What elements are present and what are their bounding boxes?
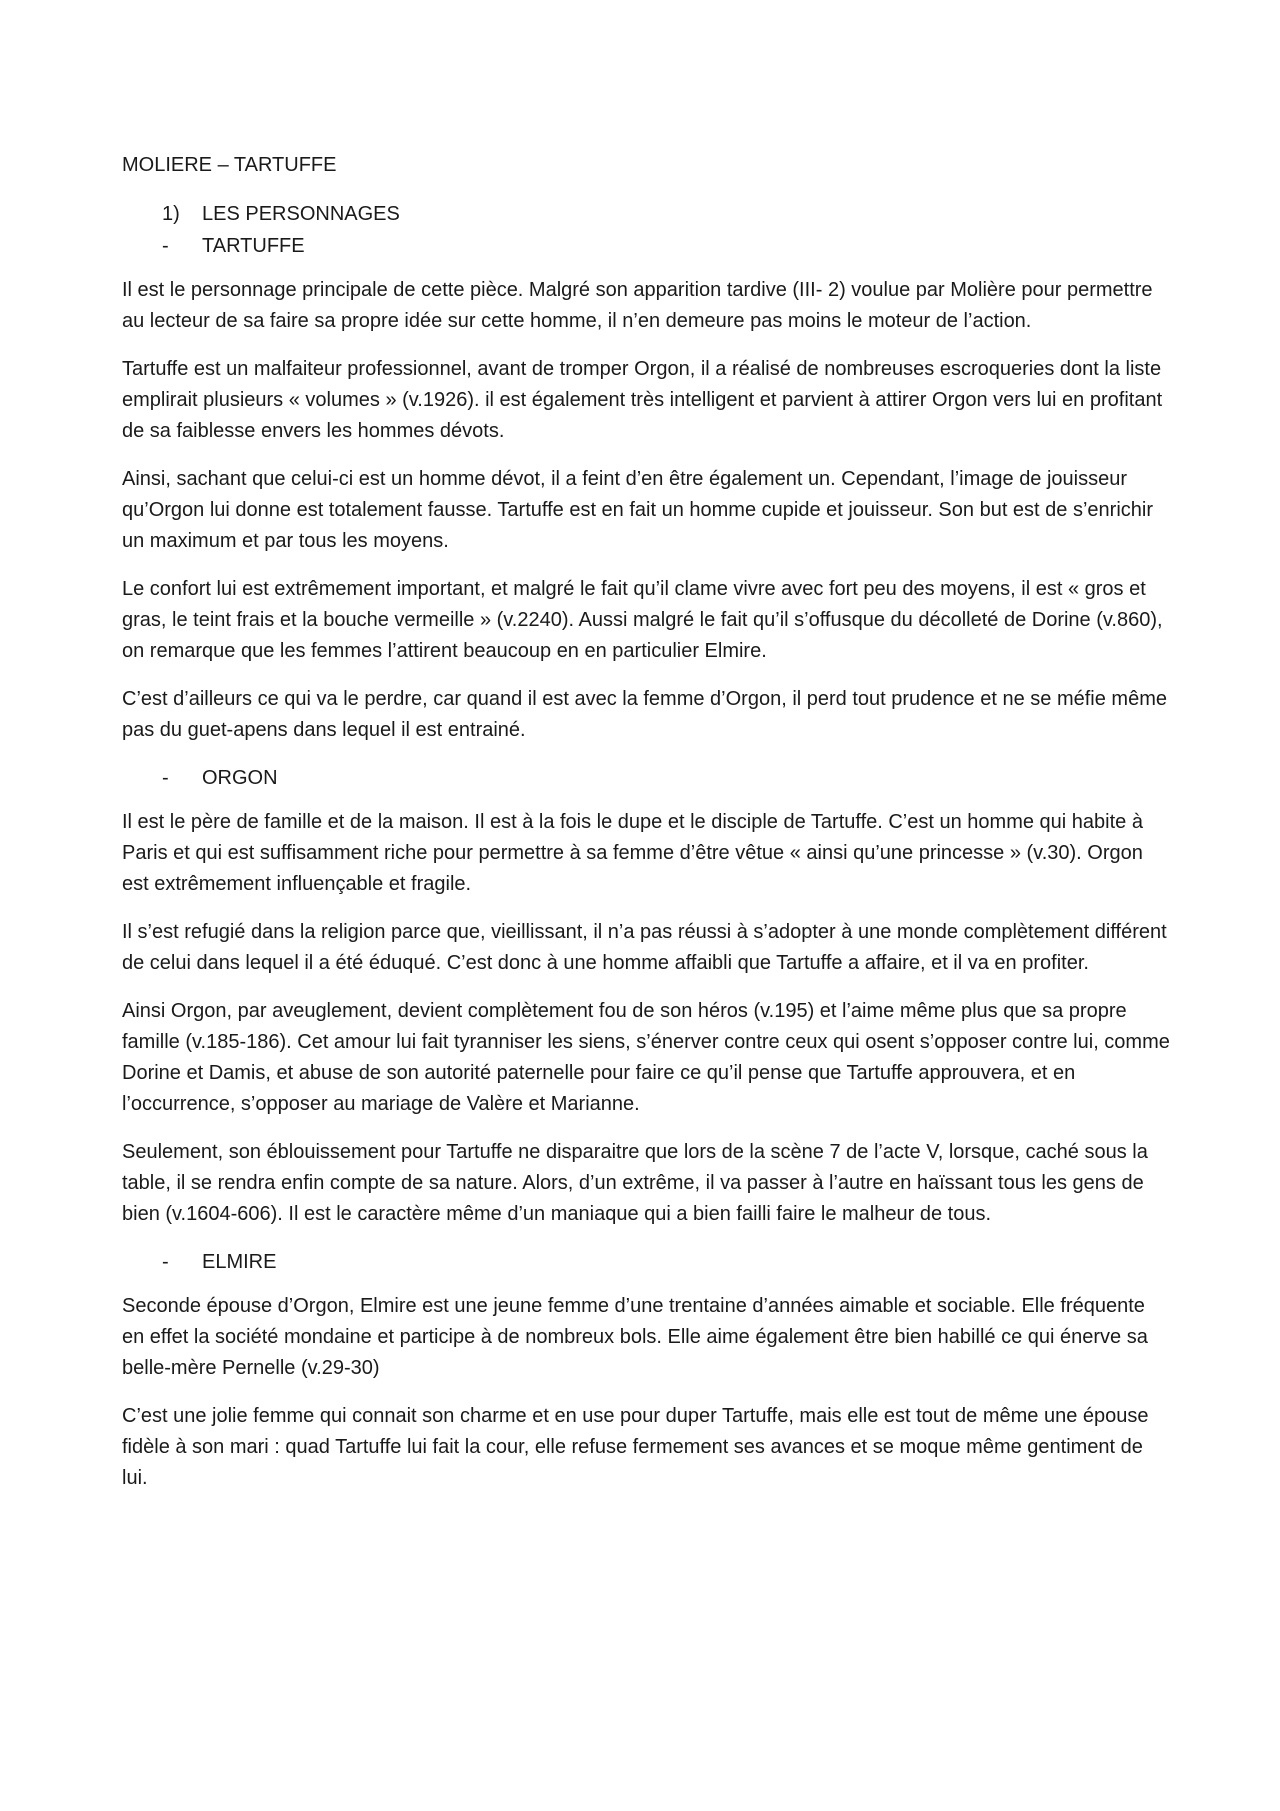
paragraph: C’est d’ailleurs ce qui va le perdre, car quand il est avec la femme d’Orgon, il perd tout prudence et ne se méfie même pas du guet-apens dans lequel il est entrainé. bbox=[122, 688, 1167, 741]
paragraph: Il est le personnage principale de cette pièce. Malgré son apparition tardive (III- 2) voulue par Molière pour permettre au lecteur de sa faire sa propre idée sur cette homme, il n’en demeure pas moins le moteur de l’action. bbox=[122, 279, 1153, 332]
character-name: TARTUFFE bbox=[202, 235, 305, 257]
paragraph: Ainsi, sachant que celui-ci est un homme dévot, il a feint d’en être également un. Cependant, l’image de jouisseur qu’Orgon lui donne est totalement fausse. Tartuffe est en fait un homme cupide et jouisseur. Son but est de s’enrichir un maximum et par tous les moyens. bbox=[122, 468, 1153, 552]
paragraph: Le confort lui est extrêmement important, et malgré le fait qu’il clame vivre avec fort peu des moyens, il est « gros et gras, le teint frais et la bouche vermeille » (v.2240). Aussi malgré le fait qu’il s’offusque du décolleté de Dorine (v.860), on remarque que les femmes l’attirent beaucoup en en particulier Elmire. bbox=[122, 578, 1163, 662]
paragraph: Il est le père de famille et de la maison. Il est à la fois le dupe et le disciple de Tartuffe. C’est un homme qui habite à Paris et qui est suffisamment riche pour permettre à sa femme d’être vêtue « ainsi qu’une princesse » (v.30). Orgon est extrêmement influençable et fragile. bbox=[122, 811, 1143, 895]
section-number: 1) bbox=[162, 203, 180, 225]
paragraph: Ainsi Orgon, par aveuglement, devient complètement fou de son héros (v.195) et l’aime même plus que sa propre famille (v.185-186). Cet amour lui fait tyranniser les siens, s’énerver contre ceux qui osent s’opposer contre lui, comme Dorine et Damis, et abuse de son autorité paternelle pour faire ce qu’il pense que Tartuffe approuvera, et en l’occurrence, s’opposer au mariage de Valère et Marianne. bbox=[122, 1000, 1170, 1115]
dash-bullet: - bbox=[162, 235, 169, 257]
section-heading bbox=[122, 199, 1172, 231]
character-heading-orgon bbox=[122, 763, 1172, 795]
paragraph: Seulement, son éblouissement pour Tartuffe ne disparaitre que lors de la scène 7 de l’acte V, lorsque, caché sous la table, il se rendra enfin compte de sa nature. Alors, d’un extrême, il va passer à l’autre en haïssant tous les gens de bien (v.1604-606). Il est le caractère même d’un maniaque qui a bien failli faire le malheur de tous. bbox=[122, 1141, 1148, 1225]
paragraph: Seconde épouse d’Orgon, Elmire est une jeune femme d’une trentaine d’années aimable et sociable. Elle fréquente en effet la société mondaine et participe à de nombreux bols. Elle aime également être bien habillé ce qui énerve sa belle-mère Pernelle (v.29-30) bbox=[122, 1295, 1148, 1379]
dash-bullet: - bbox=[162, 1251, 169, 1273]
paragraph: Il s’est refugié dans la religion parce que, vieillissant, il n’a pas réussi à s’adopter à une monde complètement différent de celui dans lequel il a été éduqué. C’est donc à une homme affaibli que Tartuffe a affaire, et il va en profiter. bbox=[122, 921, 1167, 974]
character-heading-tartuffe bbox=[122, 231, 1172, 263]
dash-bullet: - bbox=[162, 767, 169, 789]
section-label: LES PERSONNAGES bbox=[202, 203, 400, 225]
character-heading-elmire bbox=[122, 1247, 1172, 1279]
document-title: MOLIERE – TARTUFFE bbox=[122, 154, 337, 176]
character-name: ORGON bbox=[202, 767, 278, 789]
paragraph: C’est une jolie femme qui connait son charme et en use pour duper Tartuffe, mais elle est tout de même une épouse fidèle à son mari : quad Tartuffe lui fait la cour, elle refuse fermement ses avances et se moque même gentiment de lui. bbox=[122, 1405, 1149, 1489]
paragraph: Tartuffe est un malfaiteur professionnel, avant de tromper Orgon, il a réalisé de nombreuses escroqueries dont la liste emplirait plusieurs « volumes » (v.1926). il est également très intelligent et parvient à attirer Orgon vers lui en profitant de sa faiblesse envers les hommes dévots. bbox=[122, 358, 1163, 442]
document-page bbox=[122, 150, 1172, 1511]
character-name: ELMIRE bbox=[202, 1251, 277, 1273]
